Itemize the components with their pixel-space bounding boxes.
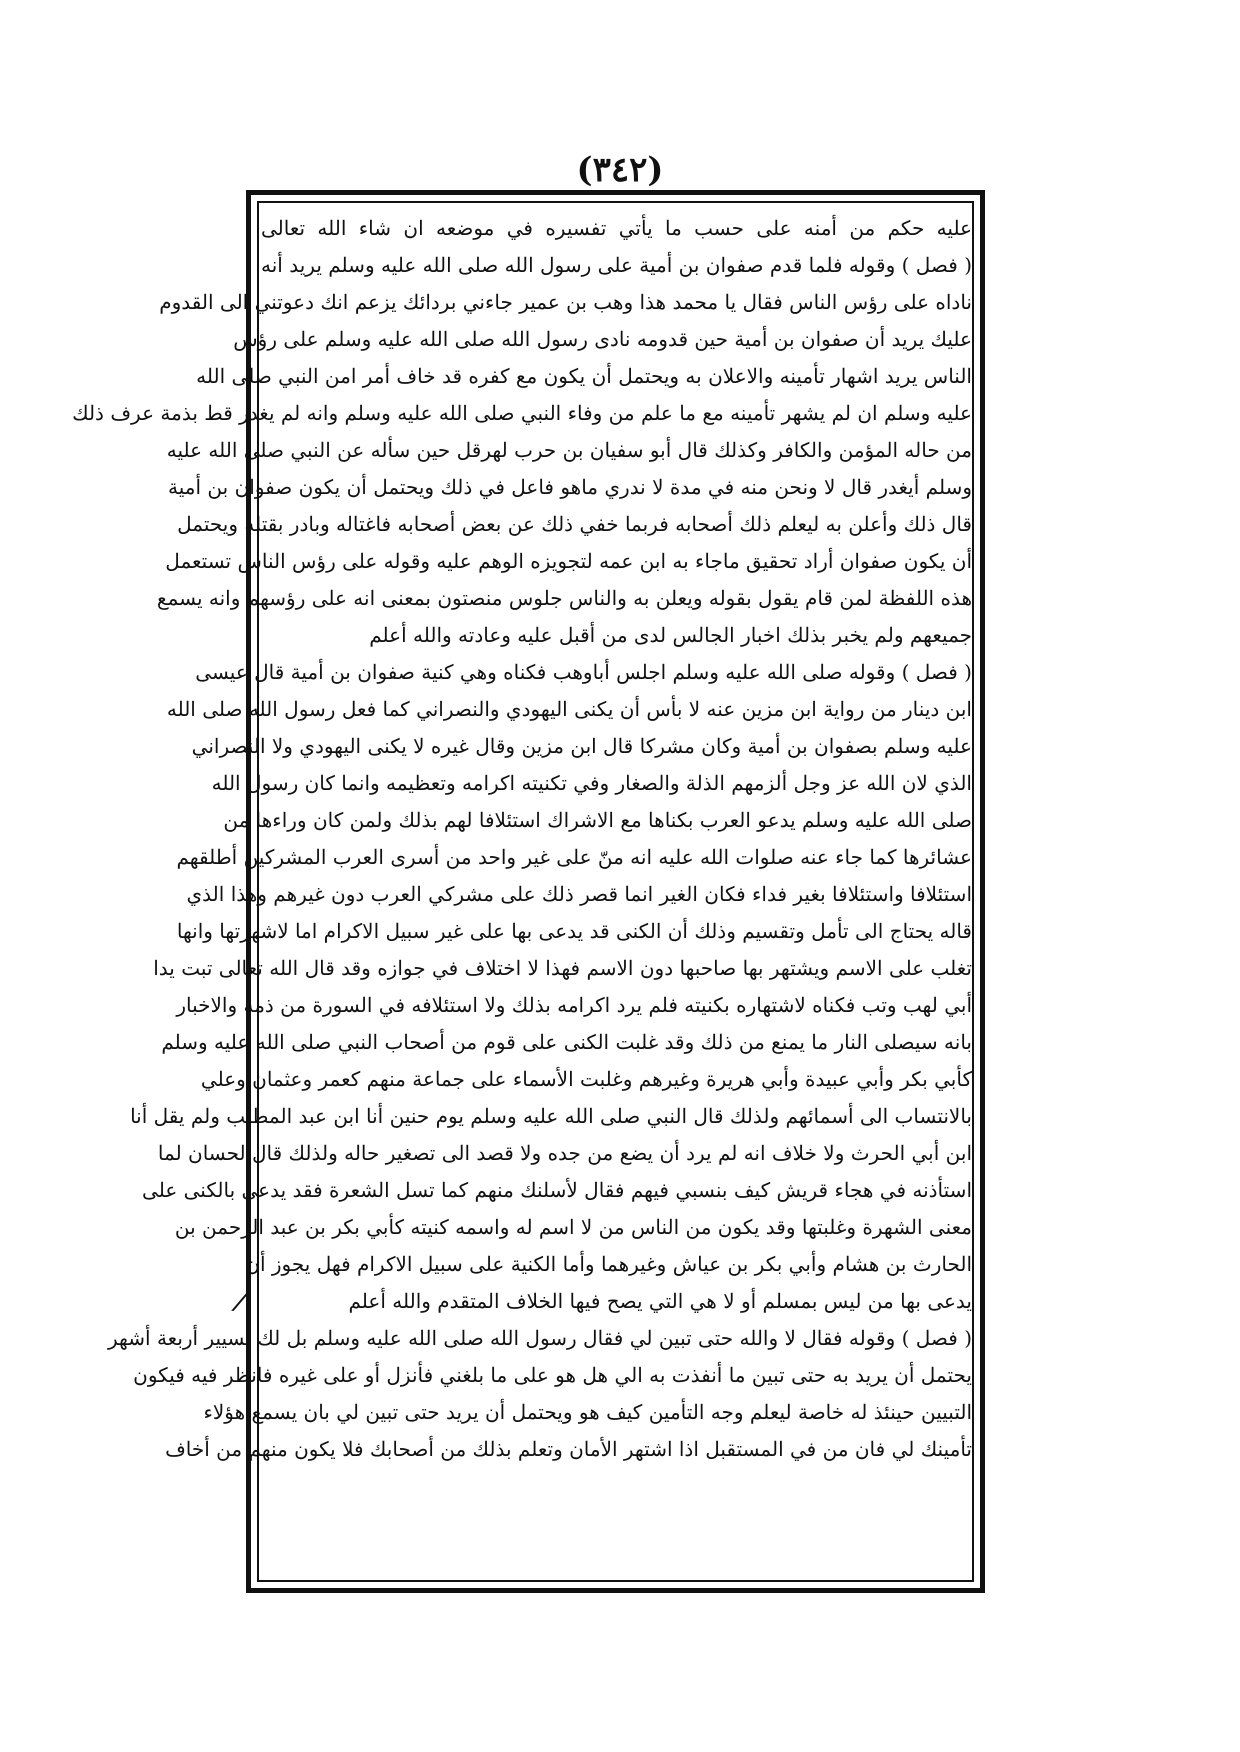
text-line: عليه وسلم بصفوان بن أمية وكان مشركا قال ابن مزين وقال غيره لا يكنى اليهودي ولا النصراني (191, 734, 972, 758)
text-line: عليك يريد أن صفوان بن أمية حين قدومه نادى رسول الله صلى الله عليه وسلم على رؤس (233, 327, 972, 351)
text-line: من حاله المؤمن والكافر وكذلك قال أبو سفيان بن حرب لهرقل حين سأله عن النبي صلى الله عليه (166, 438, 972, 462)
text-line: هذه اللفظة لمن قام يقول بقوله ويعلن به والناس جلوس منصتون بمعنى انه على رؤسهم وانه يسمع (156, 586, 972, 610)
text-line: وسلم أيغدر قال لا ونحن منه في مدة لا ندري ماهو فاعل في ذلك ويحتمل أن يكون صفوان بن أمية (168, 475, 972, 499)
text-line: قال ذلك وأعلن به ليعلم ذلك أصحابه فربما خفي ذلك عن بعض أصحابه فاغتاله وبادر بقتله ويحتمل (177, 512, 972, 536)
text-line: الناس يريد اشهار تأمينه والاعلان به ويحتمل أن يكون مع كفره قد خاف أمر امن النبي صلى الله (196, 364, 972, 388)
text-line: يدعى بها من ليس بمسلم أو لا هي التي يصح فيها الخلاف المتقدم والله أعلم (348, 1289, 972, 1313)
text-line: عليه حكم من أمنه على حسب ما يأتي تفسيره في موضعه ان شاء الله تعالى (261, 216, 972, 240)
text-line: صلى الله عليه وسلم يدعو العرب بكناها مع الاشراك استئلافا لهم بذلك ولمن كان وراءها من (223, 808, 972, 832)
text-line: عليه وسلم ان لم يشهر تأمينه مع ما علم من وفاء النبي صلى الله عليه وسلم وانه لم يغدر قط بذمة عرف ذلك (72, 401, 972, 425)
page-number: (٣٤٢) (576, 150, 664, 190)
text-line: استأذنه في هجاء قريش كيف بنسبي فيهم فقال لأسلنك منهم كما تسل الشعرة فقد يدعى بالكنى على (142, 1178, 972, 1202)
text-line: تأمينك لي فان من في المستقبل اذا اشتهر الأمان وتعلم بذلك من أصحابك فلا يكون منهم من أخاف (165, 1437, 972, 1461)
text-line: قاله يحتاج الى تأمل وتقسيم وذلك أن الكنى قد يدعى بها على غير سبيل الاكرام اما لاشهرتها وانها (176, 919, 972, 943)
text-line: استئلافا واستئلافا بغير فداء فكان الغير انما قصر ذلك على مشركي العرب دون غيرهم وهذا الذي (186, 882, 972, 906)
text-line: أبي لهب وتب فكناه لاشتهاره بكنيته فلم يرد اكرامه بذلك ولا استئلافه في السورة من ذمه والاخبار (176, 993, 972, 1017)
text-line: بانه سيصلى النار ما يمنع من ذلك وقد غلبت الكنى على قوم من أصحاب النبي صلى الله عليه وسلم (161, 1030, 972, 1054)
text-line: أن يكون صفوان أراد تحقيق ماجاء به ابن عمه لتجويزه الوهم عليه وقوله على رؤس الناس تستعمل (165, 549, 972, 573)
text-line: معنى الشهرة وغلبتها وقد يكون من الناس من لا اسم له واسمه كنيته كأبي بكر بن عبد الرحمن بن (174, 1215, 972, 1239)
text-line: ابن أبي الحرث ولا خلاف انه لم يرد أن يضع من جده ولا قصد الى تصغير حاله ولذلك قال لحسان لما (157, 1141, 972, 1165)
text-line: الذي لان الله عز وجل ألزمهم الذلة والصغار وفي تكنيته اكرامه وتعظيمه وانما كان رسول الله (211, 771, 972, 795)
text-line: ( فصل ) وقوله فلما قدم صفوان بن أمية على رسول الله صلى الله عليه وسلم يريد أنه (261, 253, 972, 277)
text-line: عشائرها كما جاء عنه صلوات الله عليه انه منّ على غير واحد من أسرى العرب المشركين أطلقهم (176, 845, 972, 869)
text-line: جميعهم ولم يخبر بذلك اخبار الجالس لدى من أقبل عليه وعادته والله أعلم (369, 623, 972, 647)
text-line: تغلب على الاسم ويشتهر بها صاحبها دون الاسم فهذا لا اختلاف في جوازه وقد قال الله تعالى تبت يدا (153, 956, 972, 980)
text-line: الحارث بن هشام وأبي بكر بن عياش وغيرهما وأما الكنية على سبيل الاكرام فهل يجوز أن (245, 1252, 972, 1276)
body-text (72, 210, 972, 1468)
text-line: التبيين حينئذ له خاصة ليعلم وجه التأمين كيف هو ويحتمل أن يريد حتى تبين لي بان يسمع هؤلاء (203, 1400, 972, 1424)
text-line: ناداه على رؤس الناس فقال يا محمد هذا وهب بن عمير جاءني بردائك يزعم انك دعوتني الى القدوم (159, 290, 972, 314)
text-line: ابن دينار من رواية ابن مزين عنه لا بأس أن يكنى اليهودي والنصراني كما فعل رسول الله صلى الله (166, 697, 972, 721)
text-line: ( فصل ) وقوله فقال لا والله حتى تبين لي فقال رسول الله صلى الله عليه وسلم بل لك تسيير أربعة أشهر (108, 1326, 972, 1350)
text-line: ( فصل ) وقوله صلى الله عليه وسلم اجلس أباوهب فكناه وهي كنية صفوان بن أمية قال عيسى (195, 660, 972, 684)
margin-mark: ⟋ (232, 1290, 248, 1316)
text-line: بالانتساب الى أسمائهم ولذلك قال النبي صلى الله عليه وسلم يوم حنين أنا ابن عبد المطلب ولم يقل أنا (130, 1104, 972, 1128)
text-line: يحتمل أن يريد به حتى تبين ما أنفذت به الي هل هو على ما بلغني فأنزل أو على غيره فانظر فيه فيكون (133, 1363, 972, 1387)
text-line: كأبي بكر وأبي عبيدة وأبي هريرة وغيرهم وغلبت الأسماء على جماعة منهم كعمر وعثمان وعلي (200, 1067, 972, 1091)
